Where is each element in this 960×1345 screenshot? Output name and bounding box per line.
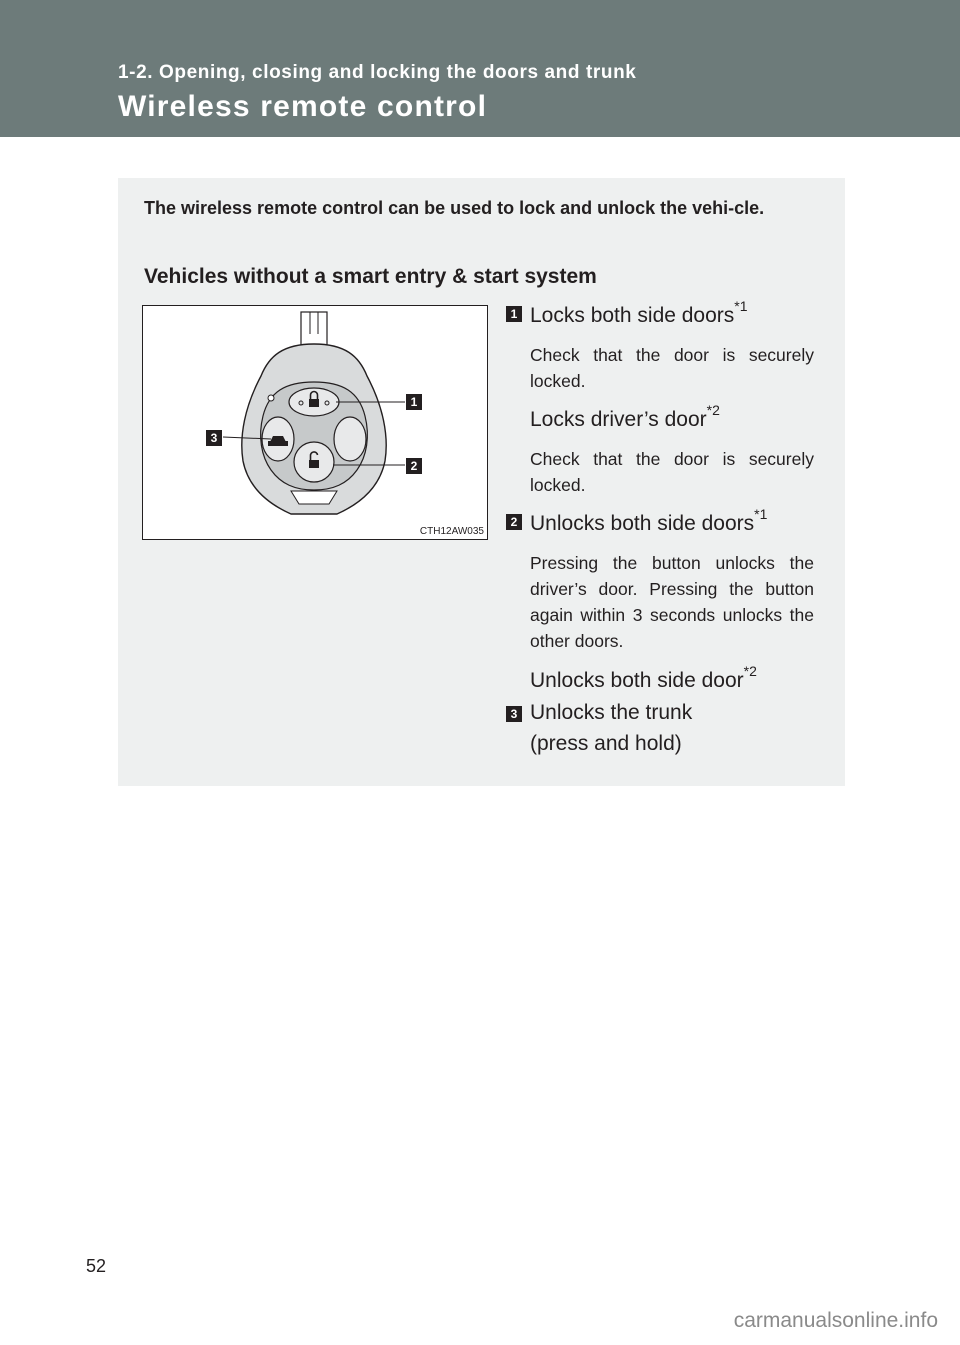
item-footnote-ref: *2 xyxy=(743,663,757,679)
item-unlock-both xyxy=(530,506,768,536)
item-label: Unlocks both side doors xyxy=(530,512,755,535)
item-note: Check that the door is securely locked. xyxy=(530,449,814,495)
remote-figure xyxy=(142,305,488,540)
item-label: Unlocks both side door xyxy=(530,669,744,692)
item-label: Locks driver’s door xyxy=(530,408,707,431)
item-lock-driver xyxy=(530,402,720,432)
subheading: Vehicles without a smart entry & start system xyxy=(144,265,597,288)
item-note: Check that the door is securely locked. xyxy=(530,345,814,391)
page-header xyxy=(0,0,960,137)
page-title: Wireless remote control xyxy=(118,90,488,123)
item-footnote-ref: *2 xyxy=(706,402,720,418)
item-lock-both xyxy=(530,298,748,328)
item-unlock-trunk-line2: (press and hold) xyxy=(530,732,682,755)
callout-3: 3 xyxy=(206,430,222,446)
item-marker-1: 1 xyxy=(506,306,522,322)
callout-2: 2 xyxy=(406,458,422,474)
item-marker-2: 2 xyxy=(506,514,522,530)
callout-1: 1 xyxy=(406,394,422,410)
item-unlock-trunk xyxy=(530,701,692,725)
item-label: Unlocks the trunk xyxy=(530,701,693,724)
item-marker-3: 3 xyxy=(506,706,522,722)
page-number: 52 xyxy=(86,1256,107,1276)
section-label: 1-2. Opening, closing and locking the doors and trunk xyxy=(118,62,637,83)
item-label: Locks both side doors xyxy=(530,304,735,327)
item-footnote-ref: *1 xyxy=(754,506,768,522)
intro-text: The wireless remote control can be used to lock and unlock the vehi-cle. xyxy=(144,198,765,218)
item-unlock-door xyxy=(530,663,757,693)
figure-code: CTH12AW035 xyxy=(419,526,484,537)
watermark: carmanualsonline.info xyxy=(733,1309,938,1332)
remote-key-illustration xyxy=(143,306,487,539)
item-note: Pressing the button unlocks the driver’s door. Pressing the button again within 3 seconds unlocks the other doors. xyxy=(530,553,814,651)
item-footnote-ref: *1 xyxy=(734,298,748,314)
